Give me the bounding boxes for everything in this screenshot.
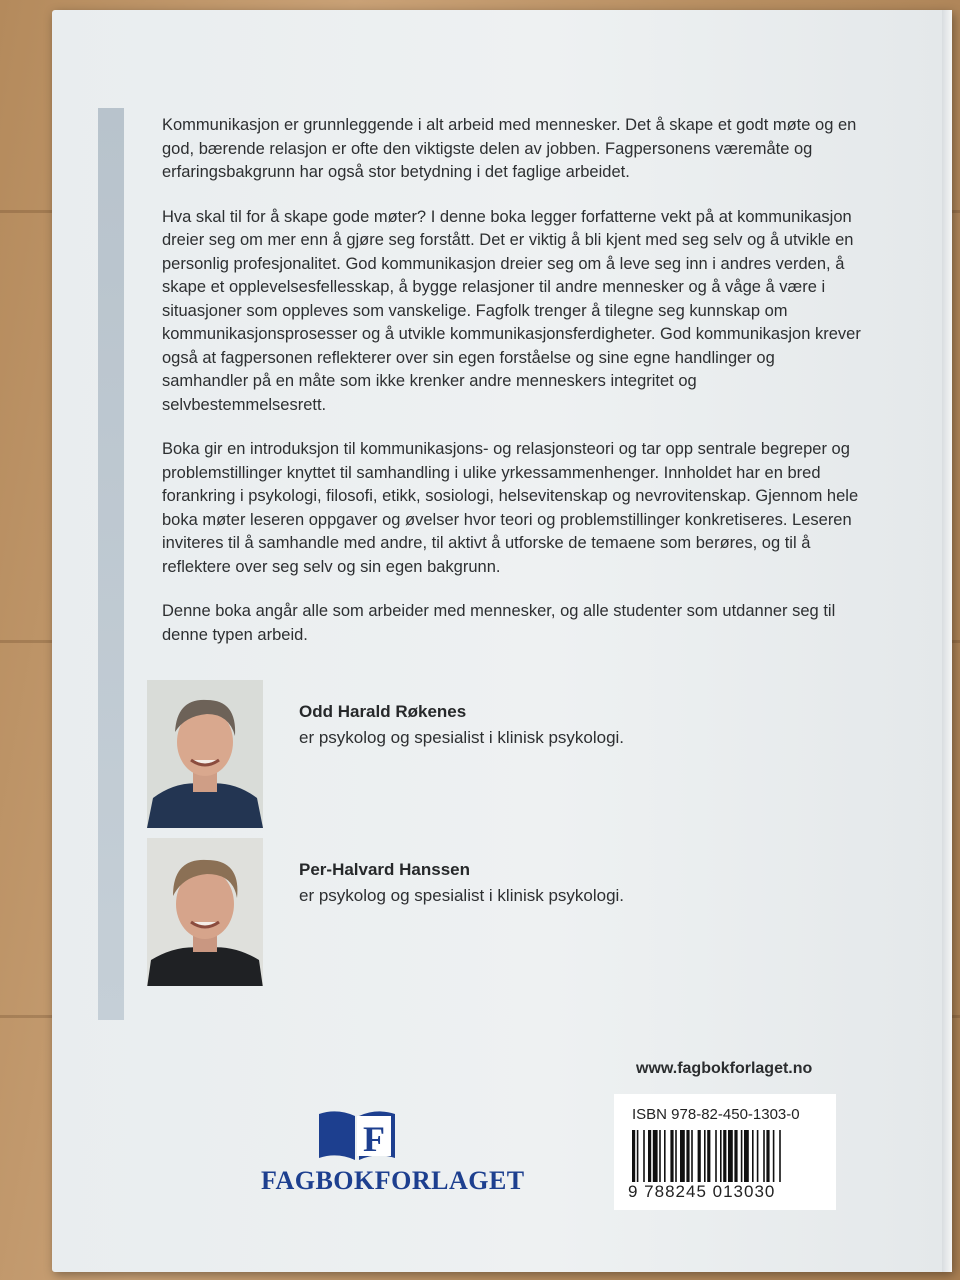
blurb-paragraph: Denne boka angår alle som arbeider med mennesker, og alle studenter som utdanner seg til denne typen arbeid. [162, 602, 836, 644]
barcode-bar [773, 1130, 775, 1182]
barcode-bar [766, 1130, 769, 1182]
barcode-bar [637, 1130, 639, 1182]
barcode-bar [691, 1130, 693, 1182]
author-card [147, 838, 867, 988]
blurb-text [162, 114, 862, 668]
author-photo [147, 838, 263, 986]
barcode-bar [779, 1130, 781, 1182]
logo-letter: F [363, 1119, 385, 1159]
barcode-bar [720, 1130, 722, 1182]
barcode-bar [757, 1130, 759, 1182]
barcode-bar [680, 1130, 685, 1182]
barcode-bar [707, 1130, 710, 1182]
barcode-bar [763, 1130, 765, 1182]
barcode-bar [632, 1130, 635, 1182]
barcode-bar [664, 1130, 666, 1182]
barcode-bar [643, 1130, 645, 1182]
author-description: er psykolog og spesialist i klinisk psykologi. [299, 728, 625, 747]
author-photo [147, 680, 263, 828]
book-back-cover [52, 10, 952, 1272]
author-description: er psykolog og spesialist i klinisk psykologi. [299, 886, 625, 905]
barcode-bar [675, 1130, 677, 1182]
decorative-side-bar [98, 108, 124, 1020]
barcode-bar [670, 1130, 673, 1182]
barcode-bar [715, 1130, 717, 1182]
barcode-bar [704, 1130, 706, 1182]
book-logo-icon [317, 1106, 397, 1162]
isbn-label: ISBN 978-82-450-1303-0 [632, 1106, 800, 1123]
barcode-bar [734, 1130, 737, 1182]
barcode-number: 9 788245 013030 [628, 1182, 776, 1201]
barcode-bar [659, 1130, 661, 1182]
barcode-bar [752, 1130, 754, 1182]
barcode-bar [744, 1130, 749, 1182]
barcode-panel [614, 1094, 836, 1210]
barcode-bar [741, 1130, 743, 1182]
barcode-bar [698, 1130, 701, 1182]
barcode-bar [686, 1130, 689, 1182]
author-name: Odd Harald Røkenes [299, 702, 467, 721]
barcode-bar [728, 1130, 733, 1182]
barcode-bar [648, 1130, 651, 1182]
page-edge [942, 10, 952, 1272]
barcode-bar [653, 1130, 658, 1182]
blurb-paragraph: Boka gir en introduksjon til kommunikasjons- og relasjonsteori og tar opp sentrale begreper og problemstillinger knyttet til samhandling i ulike yrkessammenhenger. Innholdet har en bred forankring i psykologi, filosofi, etikk, sosiologi, helsevitenskap og nevrovitenskap. Gjennom hele boka møter leseren oppgaver og øvelser hvor teori og problemstillinger konkretiseres. Leseren inviteres til å samhandle med andre, til aktivt å utforske de temaene som berøres, og til å reflektere over seg selv og sin egen bakgrunn. [162, 440, 859, 576]
barcode [632, 1130, 822, 1182]
publisher-logo [257, 1100, 525, 1220]
publisher-name: FAGBOKFORLAGET [261, 1166, 525, 1195]
author-name: Per-Halvard Hanssen [299, 860, 471, 879]
barcode-bar [723, 1130, 726, 1182]
website-url: www.fagbokforlaget.no [636, 1060, 813, 1077]
blurb-paragraph: Hva skal til for å skape gode møter? I denne boka legger forfatterne vekt på at kommunikasjon dreier seg om mer enn å gjøre seg forstått. Det er viktig å bli kjent med seg selv og å utvikle en personlig profesjonalitet. God kommunikasjon dreier seg om å leve seg inn i andres verden, å skape et opplevelsesfellesskap, å bygge relasjoner til andre mennesker og å våge å være i situasjoner som oppleves som vanskelige. Fagfolk trenger å tilegne seg kunnskap om kommunikasjonsprosesser og å utvikle kommunikasjonsferdigheter. God kommunikasjon krever også at fagpersonen reflekterer over sin egen forståelse og sine egne handlinger og samhandler på en måte som ikke krenker andre menneskers integritet og selvbestemmelsesrett. [162, 207, 861, 414]
author-card [147, 680, 867, 830]
blurb-paragraph: Kommunikasjon er grunnleggende i alt arbeid med mennesker. Det å skape et godt møte og en god, bærende relasjon er ofte den viktigste delen av jobben. Fagpersonens væremåte og erfaringsbakgrunn har også stor betydning i det faglige arbeidet. [162, 116, 857, 181]
